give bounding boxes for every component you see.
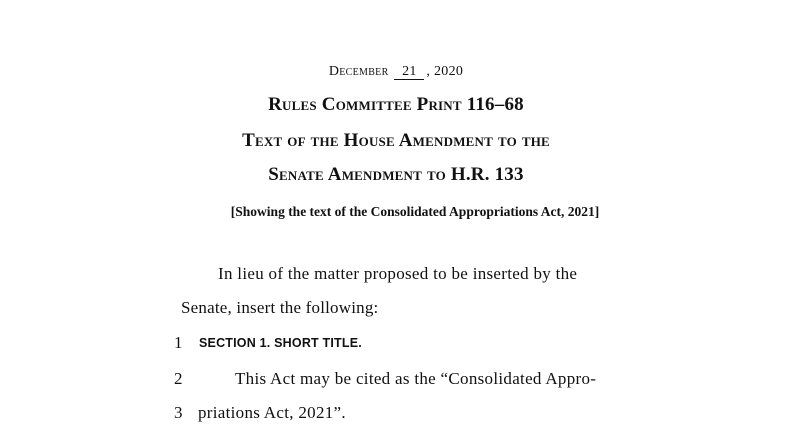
intro-line-1: In lieu of the matter proposed to be inserted by the xyxy=(218,264,578,283)
date-month: December xyxy=(328,64,389,79)
section-text-line: priations Act, 2021”. xyxy=(198,403,346,422)
line-number: 3 xyxy=(174,403,183,422)
document-title-line-2: Text of the House Amendment to the xyxy=(242,130,550,151)
section-heading: SECTION 1. SHORT TITLE. xyxy=(199,336,362,350)
bracketed-note: [Showing the text of the Consolidated Appropriations Act, 2021] xyxy=(230,204,600,219)
line-number: 2 xyxy=(174,369,183,388)
date-day: 21 xyxy=(394,65,424,80)
date-year: , 2020 xyxy=(426,64,464,79)
document-title-line-1: Rules Committee Print 116–68 xyxy=(268,94,524,115)
print-date xyxy=(0,64,792,80)
document-title-line-3: Senate Amendment to H.R. 133 xyxy=(268,164,524,185)
intro-line-2: Senate, insert the following: xyxy=(181,298,379,317)
line-number: 1 xyxy=(174,333,183,352)
section-text-line: This Act may be cited as the “Consolidated Appro- xyxy=(235,369,597,388)
